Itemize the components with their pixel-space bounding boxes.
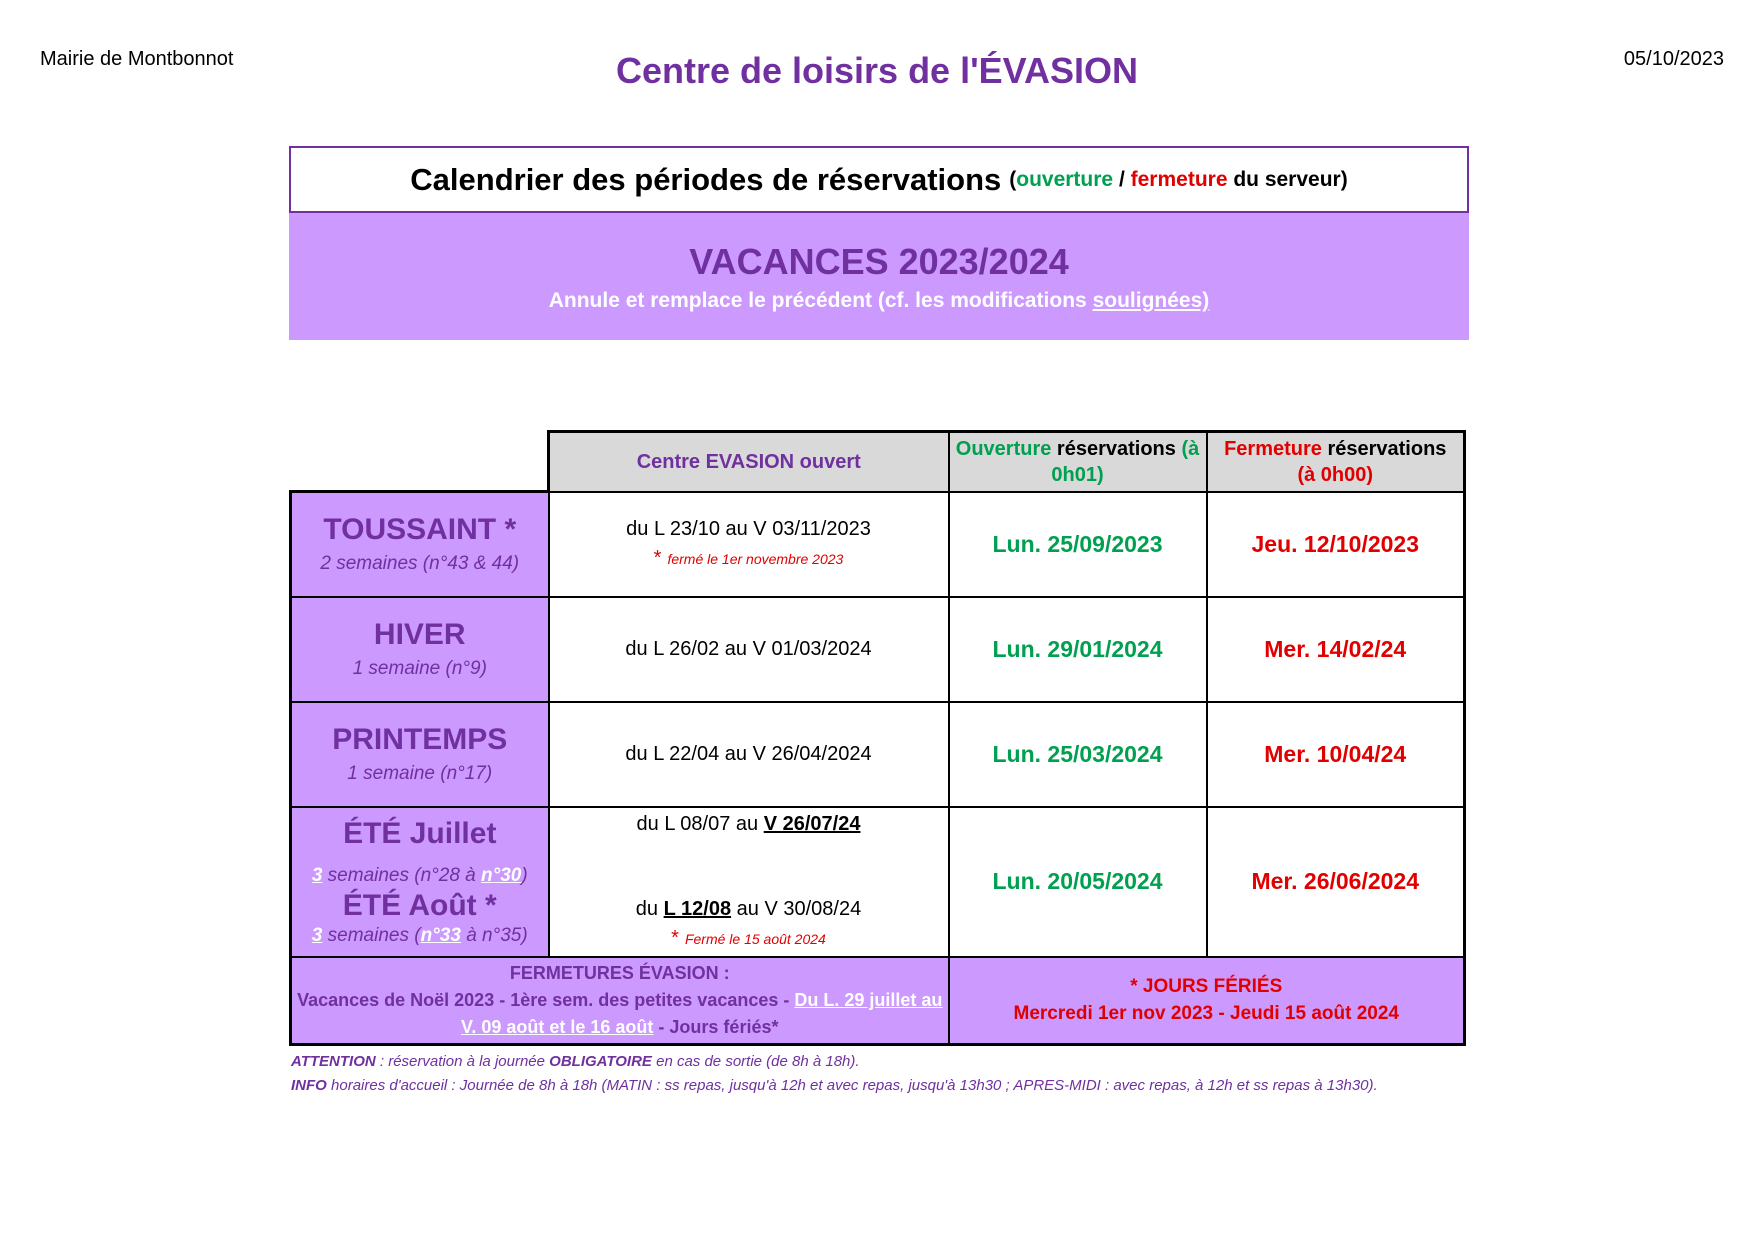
july-weeks-num: 3 (311, 864, 323, 886)
header-opening-time: (à 0h01) (1051, 437, 1200, 486)
table-footer-row (291, 957, 1465, 1045)
closures-line1-underlined: Du L. 29 juillet au (794, 989, 943, 1010)
august-dates (550, 898, 948, 921)
july-name: ÉTÉ Juillet (343, 816, 497, 850)
period-dates: du L 22/04 au V 26/04/2024 (549, 702, 949, 807)
header-closing-time: (à 0h00) (1297, 463, 1374, 486)
dates-cell-summer (549, 807, 949, 957)
period-weeks: 1 semaine (n°17) (347, 763, 493, 784)
vacances-subtitle-underlined: soulignées) (1092, 289, 1210, 312)
table-row (291, 492, 1465, 597)
closures-line2 (292, 1014, 948, 1041)
vacances-subtitle (289, 289, 1469, 313)
info-text: horaires d'accueil : Journée de 8h à 18h (MATIN : ss repas, jusqu'à 12h et avec repas, jusqu'à 13h30 ; APRES-MIDI : avec repas, à 12h et ss repas à 13h30). (326, 1077, 1378, 1094)
opening-word: ouverture (1016, 167, 1114, 191)
august-weeks-end: à n°35) (460, 924, 528, 946)
august-dates-end: au V 30/08/24 (731, 898, 862, 920)
august-dates-prefix: du (635, 898, 664, 920)
opening-date: Lun. 25/03/2024 (949, 702, 1207, 807)
attention-text-2: en cas de sortie (de 8h à 18h). (651, 1053, 860, 1070)
holidays-title: * JOURS FÉRIÉS (1130, 976, 1283, 998)
august-weeks-start-num: n°33 (420, 924, 461, 946)
table-row (291, 597, 1465, 702)
period-cell-summer (291, 807, 549, 957)
closing-date: Mer. 10/04/24 (1207, 702, 1465, 807)
july-dates-end: V 26/07/24 (763, 813, 861, 835)
closures-cell (291, 957, 949, 1045)
closures-title: FERMETURES ÉVASION : (509, 962, 730, 983)
organization-name: Mairie de Montbonnot (40, 48, 234, 70)
info-label: INFO (291, 1077, 327, 1094)
period-dates: du L 26/02 au V 01/03/2024 (549, 597, 949, 702)
table-row (291, 702, 1465, 807)
july-weeks-end-num: n°30 (481, 864, 522, 886)
july-dates (550, 813, 948, 836)
document-date: 05/10/2023 (1623, 48, 1724, 70)
header-closing (1207, 432, 1465, 492)
period-weeks: 1 semaine (n°9) (352, 658, 487, 679)
period-name: HIVER (373, 618, 466, 651)
closing-date: Mer. 14/02/24 (1207, 597, 1465, 702)
period-dates: du L 23/10 au V 03/11/2023 (626, 518, 871, 540)
holidays-cell (949, 957, 1465, 1045)
period-weeks: 2 semaines (n°43 & 44) (320, 553, 520, 575)
paren-open: ( (1009, 167, 1017, 191)
vacances-banner (289, 213, 1469, 340)
opening-date: Lun. 29/01/2024 (949, 597, 1207, 702)
table-row-summer (291, 807, 1465, 957)
attention-note (291, 1050, 1471, 1074)
closures-line1-prefix: Vacances de Noël 2023 - 1ère sem. des petites vacances - (297, 989, 795, 1010)
closing-date: Mer. 26/06/2024 (1207, 807, 1465, 957)
header-center-open: Centre EVASION ouvert (549, 432, 949, 492)
closures-line1 (292, 987, 948, 1014)
period-name: PRINTEMPS (332, 723, 508, 756)
header-closing-rest: réservations (1321, 437, 1447, 460)
august-weeks-mid: semaines ( (322, 924, 421, 946)
header-blank-cell (291, 432, 549, 492)
period-cell (291, 597, 549, 702)
period-name: TOUSSAINT * (323, 513, 517, 547)
note-text: Fermé le 15 août 2024 (684, 931, 826, 947)
vacances-title: VACANCES 2023/2024 (689, 241, 1069, 282)
july-dates-prefix: du L 08/07 au (636, 813, 764, 835)
info-notes (291, 1050, 1471, 1098)
august-note (550, 927, 948, 950)
dates-cell (549, 492, 949, 597)
holidays-line: Mercredi 1er nov 2023 - Jeudi 15 août 2024 (1013, 1003, 1399, 1025)
header-opening-rest: réservations (1051, 437, 1182, 460)
table-header-row (291, 432, 1465, 492)
august-name: ÉTÉ Août * (342, 888, 497, 922)
july-weeks-close: ) (521, 864, 528, 886)
opening-date: Lun. 20/05/2024 (949, 807, 1207, 957)
august-weeks (292, 925, 548, 947)
slash: / (1113, 167, 1131, 191)
attention-bold: OBLIGATOIRE (549, 1053, 652, 1070)
note-text: fermé le 1er novembre 2023 (667, 551, 844, 567)
august-dates-start: L 12/08 (663, 898, 732, 920)
paren-end: du serveur) (1227, 167, 1348, 191)
closing-date: Jeu. 12/10/2023 (1207, 492, 1465, 597)
header-closing-word: Fermeture (1224, 437, 1322, 460)
vacances-subtitle-prefix: Annule et remplace le précédent (cf. les modifications (548, 289, 1093, 312)
attention-label: ATTENTION (291, 1053, 376, 1070)
note-star: * (671, 927, 679, 949)
page-title: Centre de loisirs de l'ÉVASION (615, 50, 1139, 91)
reservation-table (289, 430, 1466, 1046)
period-note (550, 547, 948, 570)
calendar-title: Calendrier des périodes de réservations (410, 161, 1002, 197)
period-cell (291, 492, 549, 597)
calendar-subtitle (1009, 168, 1347, 192)
closures-line2-underlined: V. 09 août et le 16 août (461, 1016, 654, 1037)
august-weeks-num: 3 (311, 924, 323, 946)
info-note (291, 1074, 1471, 1098)
july-weeks-mid: semaines (n°28 à (322, 864, 482, 886)
opening-date: Lun. 25/09/2023 (949, 492, 1207, 597)
note-star: * (653, 547, 662, 569)
closures-line2-suffix: - Jours fériés* (653, 1016, 779, 1037)
july-weeks (292, 865, 548, 887)
attention-text-1: : réservation à la journée (375, 1053, 550, 1070)
period-cell (291, 702, 549, 807)
closing-word: fermeture (1130, 167, 1228, 191)
calendar-title-box (289, 146, 1469, 213)
header-opening-word: Ouverture (955, 437, 1052, 460)
header-opening (949, 432, 1207, 492)
